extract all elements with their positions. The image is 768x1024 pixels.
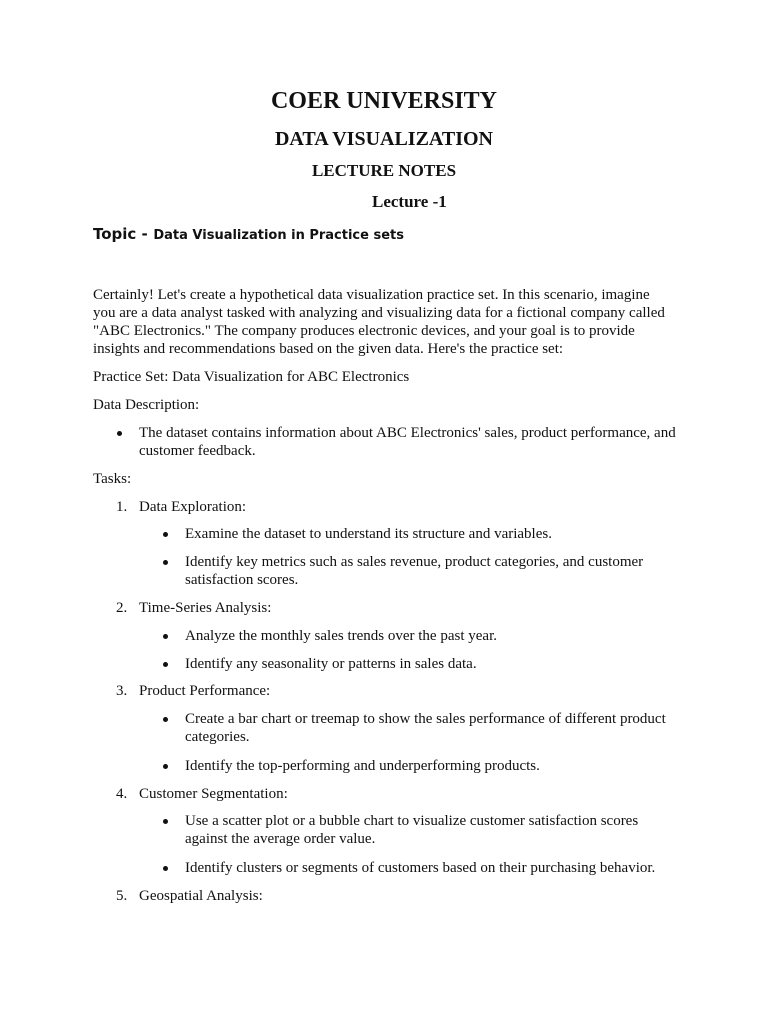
data-description-label: Data Description: <box>93 397 200 413</box>
subject-title: DATA VISUALIZATION <box>274 128 494 150</box>
list-item: Identify any seasonality or patterns in sales data. <box>185 656 477 672</box>
bullet-icon <box>163 717 168 722</box>
list-item: The dataset contains information about ABC Electronics' sales, product performance, and customer feedback. <box>139 425 676 459</box>
list-item: Identify clusters or segments of customers based on their purchasing behavior. <box>185 860 656 876</box>
bullet-icon <box>163 560 168 565</box>
bullet-icon <box>117 431 122 436</box>
tasks-label: Tasks: <box>93 471 132 487</box>
intro-paragraph: Certainly! Let's create a hypothetical data visualization practice set. In this scenario, imagine you are a data analyst tasked with analyzing and visualizing data for a fictional company called "ABC Electronics." The company produces electronic devices, and your goal is to provide insights and recommendations based on the given data. Here's the practice set: <box>93 287 665 357</box>
list-item: Create a bar chart or treemap to show the sales performance of different product categories. <box>185 711 666 745</box>
task-title: Customer Segmentation: <box>139 786 288 802</box>
task-number: 1. <box>116 499 128 515</box>
practice-set-title: Practice Set: Data Visualization for ABC Electronics <box>93 369 410 385</box>
bullet-icon <box>163 634 168 639</box>
list-item: Identify key metrics such as sales revenue, product categories, and customer satisfaction scores. <box>185 554 644 588</box>
topic-text: Data Visualization in Practice sets <box>153 228 404 243</box>
lecture-notes-heading: LECTURE NOTES <box>311 161 457 180</box>
bullet-icon <box>163 662 168 667</box>
bullet-icon <box>163 819 168 824</box>
topic-prefix: Topic - <box>93 225 148 243</box>
task-number: 4. <box>116 786 128 802</box>
list-item: Examine the dataset to understand its structure and variables. <box>185 526 552 542</box>
bullet-icon <box>163 866 168 871</box>
task-number: 2. <box>116 600 128 616</box>
task-title: Time-Series Analysis: <box>139 600 272 616</box>
lecture-number: Lecture -1 <box>372 192 447 211</box>
list-item: Use a scatter plot or a bubble chart to visualize customer satisfaction scores against the average order value. <box>185 813 639 847</box>
task-title: Data Exploration: <box>139 499 247 515</box>
list-item: Identify the top-performing and underperforming products. <box>185 758 540 774</box>
task-title: Product Performance: <box>139 683 271 699</box>
task-title: Geospatial Analysis: <box>139 888 263 904</box>
university-title: COER UNIVERSITY <box>270 88 498 114</box>
bullet-icon <box>163 764 168 769</box>
task-number: 5. <box>116 888 128 904</box>
topic-line <box>93 224 404 243</box>
list-item: Analyze the monthly sales trends over the past year. <box>185 628 497 644</box>
task-number: 3. <box>116 683 128 699</box>
bullet-icon <box>163 532 168 537</box>
